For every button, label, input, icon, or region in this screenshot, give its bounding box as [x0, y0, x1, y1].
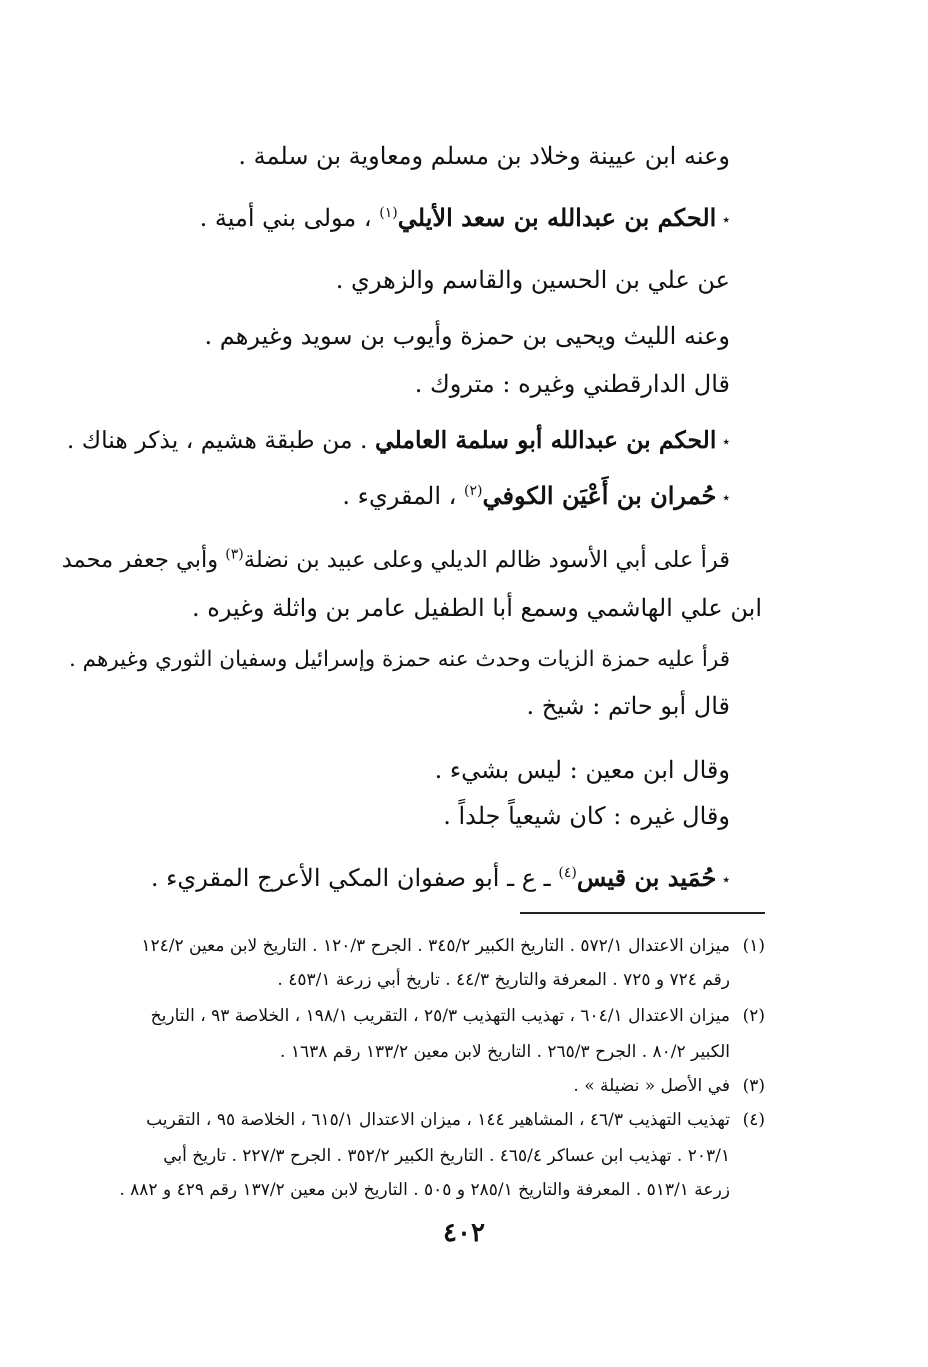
text-segment: وأبي جعفر محمد — [61, 547, 219, 573]
footnote-text: ٢٠٣/١ . تهذيب ابن عساكر ٤٦٥/٤ . التاريخ الكبير ٣٥٢/٢ . الجرح ٢٢٧/٣ . تاريخ أبي — [163, 1146, 730, 1166]
entry-heading — [151, 861, 730, 897]
footnote-ref: (١) — [379, 205, 398, 221]
text-line: قال أبو حاتم : شيخ . — [526, 692, 730, 720]
footnote-text: زرعة ٥١٣/١ . المعرفة والتاريخ ٢٨٥/١ و ٥٠٥ . التاريخ لابن معين ١٣٧/٢ رقم ٤٢٩ و ٨٨٢ . — [119, 1180, 730, 1200]
footnote-ref: (٣) — [225, 546, 244, 563]
footnote-number: (١) — [742, 936, 765, 956]
footnote-ref: (٤) — [558, 865, 577, 881]
entry-marker: ٭ — [722, 489, 730, 506]
entry-description: . من طبقة هشيم ، يذكر هناك . — [66, 426, 368, 454]
page-number: ٤٠٢ — [443, 1218, 485, 1248]
entry-marker: ٭ — [722, 871, 730, 888]
entry-description: ـ ع ـ أبو صفوان المكي الأعرج المقريء . — [150, 864, 551, 892]
entry-name: الحكم بن عبدالله بن سعد الأيلي — [397, 203, 717, 232]
entry-heading — [200, 201, 730, 237]
text-line: وعنه ابن عيينة وخلاد بن مسلم ومعاوية بن سلمة . — [238, 142, 730, 170]
entry-heading — [67, 423, 730, 459]
entry-description: ، المقريء . — [342, 482, 457, 510]
text-line: عن علي بن الحسين والقاسم والزهري . — [335, 266, 730, 294]
entry-heading — [342, 479, 730, 515]
footnote-text: في الأصل « نضيلة » . — [573, 1076, 730, 1096]
text-line: وقال غيره : كان شيعياً جلداً . — [443, 802, 730, 830]
text-segment: قرأ على أبي الأسود ظالم الديلي وعلى عبيد بن نضلة — [243, 547, 730, 573]
entry-name: الحكم بن عبدالله أبو سلمة العاملي — [375, 426, 717, 454]
entry-name: حُمران بن أَعْيَن الكوفي — [482, 481, 717, 510]
footnote-number: (٤) — [742, 1110, 765, 1130]
text-line: وعنه الليث ويحيى بن حمزة وأيوب بن سويد وغيرهم . — [204, 322, 730, 350]
entry-marker: ٭ — [722, 211, 730, 228]
text-line: ابن علي الهاشمي وسمع أبا الطفيل عامر بن واثلة وغيره . — [191, 594, 762, 622]
entry-description: ، مولى بني أمية . — [199, 204, 372, 232]
footnote-text: ميزان الاعتدال ٦٠٤/١ ، تهذيب التهذيب ٢٥/٣ ، التقريب ١٩٨/١ ، الخلاصة ٩٣ ، التاريخ — [150, 1006, 730, 1026]
footnote-divider — [520, 912, 765, 914]
footnote-number: (٢) — [742, 1006, 765, 1026]
footnote-ref: (٢) — [464, 483, 483, 499]
footnote-number: (٣) — [742, 1076, 765, 1096]
footnote-text: الكبير ٨٠/٢ . الجرح ٢٦٥/٣ . التاريخ لابن معين ١٣٣/٢ رقم ١٦٣٨ . — [280, 1042, 730, 1062]
text-line: قرأ عليه حمزة الزيات وحدث عنه حمزة وإسرائيل وسفيان الثوري وغيرهم . — [69, 647, 730, 672]
footnote-text: تهذيب التهذيب ٤٦/٣ ، المشاهير ١٤٤ ، ميزان الاعتدال ٦١٥/١ ، الخلاصة ٩٥ ، التقريب — [146, 1110, 730, 1130]
footnote-text: ميزان الاعتدال ٥٧٢/١ . التاريخ الكبير ٣٤٥/٢ . الجرح ١٢٠/٣ . التاريخ لابن معين ١٢٤/٢ — [141, 936, 730, 956]
footnote-text: رقم ٧٢٤ و ٧٢٥ . المعرفة والتاريخ ٤٤/٣ . تاريخ أبي زرعة ٤٥٣/١ . — [277, 970, 730, 990]
entry-marker: ٭ — [722, 433, 730, 450]
text-line — [62, 543, 730, 577]
text-line: وقال ابن معين : ليس بشيء . — [434, 756, 730, 784]
text-line: قال الدارقطني وغيره : متروك . — [414, 370, 730, 398]
entry-name: حُمَيد بن قيس — [576, 863, 717, 892]
